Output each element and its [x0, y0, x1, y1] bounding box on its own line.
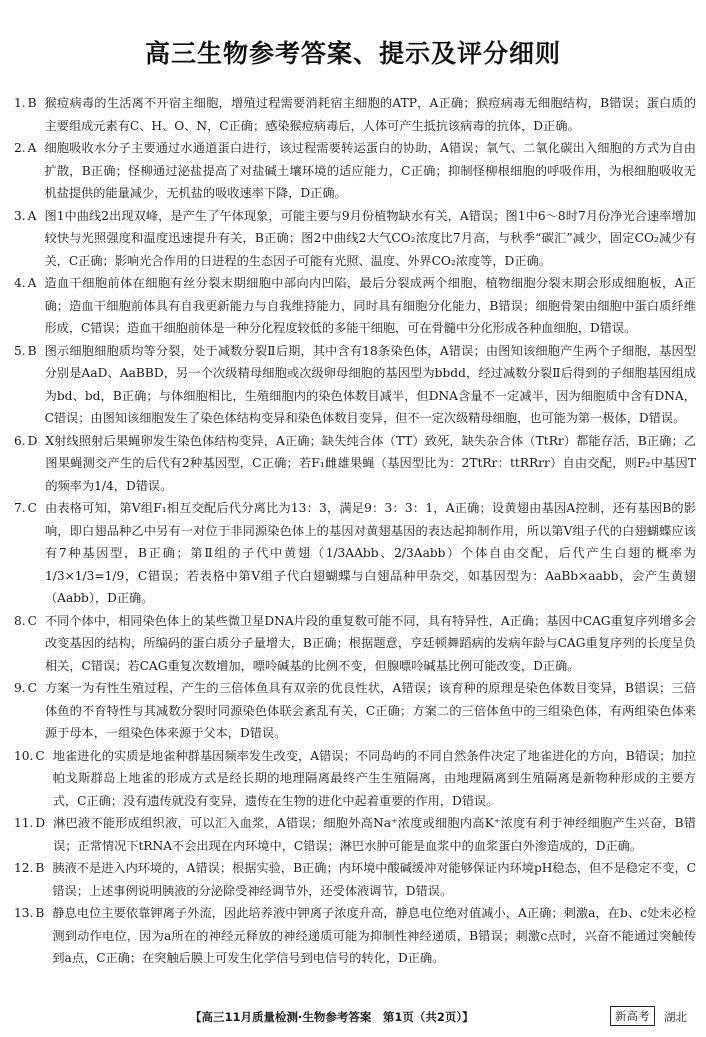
item-explanation: 造血干细胞前体在细胞有丝分裂末期细胞中部向内凹陷，最后分裂成两个细胞，植物细胞分裂末期会形成细胞板，A正确；造血干细胞前体具有自我更新能力与自我维持能力，同时具有细胞分化能力，B错误；细胞骨架由细胞中蛋白质纤维形成，C错误；造血干细胞前体是一种分化程度较低的多能干细胞，可在骨髓中分化形成各种血细胞，D错误。 — [44, 276, 696, 335]
item-answer: C — [35, 748, 45, 763]
answer-item — [14, 902, 696, 970]
region-label: 湖北 — [664, 1010, 687, 1024]
item-number: 3. — [14, 208, 26, 223]
item-explanation: 图示细胞细胞质均等分裂，处于减数分裂Ⅱ后期，其中含有18条染色体，A错误；由图知该细胞产生两个子细胞，基因型分别是AaD、AaBBD，另一个次级精母细胞或次级卵母细胞的基因型为bbdd，经过减数分裂Ⅱ后得到的子细胞基因组成为bd、bd，B正确；与体细胞相比，生殖细胞内的染色体数目减半，但DNA含量不一定减半，因为细胞质中含有DNA，C错误；由图知该细胞发生了染色体结构变异和染色体数目变异，但不一定次级精母细胞，也可能为第一极体，D错误。 — [44, 343, 696, 425]
item-explanation: 胰液不是进入内环境的，A错误；根据实验，B正确；内环境中酸碱缓冲对能够保证内环境pH稳态，但不是稳定不变，C错误；上述事例说明胰液的分泌除受神经调节外，还受体液调节，D错误。 — [52, 861, 696, 898]
item-number: 4. — [14, 276, 26, 290]
item-answer: D — [35, 816, 46, 830]
item-answer: D — [27, 433, 38, 448]
item-answer: A — [27, 208, 37, 223]
item-number: 7. — [14, 501, 26, 515]
item-answer: B — [27, 343, 37, 358]
item-number: 10. — [14, 748, 34, 763]
item-number: 5. — [14, 343, 26, 358]
item-answer: A — [27, 141, 37, 155]
item-explanation: 淋巴液不能形成组织液，可以汇入血浆，A错误；细胞外高Na⁺浓度或细胞内高K⁺浓度有利于神经细胞产生兴奋，B错误；正常情况下tRNA不会出现在内环境中，C错误；淋巴水肿可能是血浆中的血浆蛋白外渗造成的，D正确。 — [53, 816, 696, 853]
item-answer: C — [27, 501, 37, 515]
answer-item — [14, 497, 696, 610]
item-answer: B — [35, 906, 45, 920]
item-answer: B — [35, 861, 45, 875]
item-explanation: 猴痘病毒的生活离不开宿主细胞，增殖过程需要消耗宿主细胞的ATP，A正确；猴痘病毒无细胞结构，B错误；蛋白质的主要组成元素有C、H、O、N，C正确；感染猴痘病毒后，人体可产生抵抗该病毒的抗体，D正确。 — [44, 96, 696, 133]
item-number: 11. — [14, 816, 34, 830]
item-explanation: X射线照射后果蝇卵发生染色体结构变异，A正确；缺失纯合体（TT）致死，缺失杂合体（TtRr）都能存活，B正确；乙图果蝇测交产生的后代有2种基因型，C正确；若F₁雌雄果蝇（基因型比为：2TtRr：ttRRrr）自由交配，则F₂中基因T的频率为1/4，D错误。 — [45, 433, 696, 493]
item-number: 6. — [14, 433, 26, 448]
item-explanation: 地雀进化的实质是地雀种群基因频率发生改变，A错误；不同岛屿的不同自然条件决定了地雀进化的方向，B错误；加拉帕戈斯群岛上地雀的形成方式是经长期的地理隔离最终产生生殖隔离，由地理隔离到生殖隔离是新物种形成的主要方式，C正确；没有遗传就没有变异，遗传在生物的进化中起着重要的作用，D错误。 — [52, 748, 696, 808]
answer-item — [14, 677, 696, 745]
footer-caption: 【高三11月质量检测·生物参考答案 第1页（共2页）】 — [190, 1010, 474, 1024]
item-explanation: 静息电位主要依靠钾离子外流，因此培养液中钾离子浓度升高，静息电位绝对值减小，A正确；刺激a，在b、c处未必检测到动作电位，因为a所在的神经元释放的神经递质可能为抑制性神经递质，B错误；刺激c点时，兴奋不能通过突触传到a点，C正确；在突触后膜上可发生化学信号到电信号的转化，D正确。 — [52, 906, 696, 965]
item-explanation: 不同个体中，相同染色体上的某些微卫星DNA片段的重复数可能不同，具有特异性，A正确；基因中CAG重复序列增多会改变基因的结构，所编码的蛋白质分子量增大，B正确；根据题意，亨廷顿舞蹈病的发病年龄与CAG重复序列的长度呈负相关，C错误；若CAG重复次数增加，嘌呤碱基的比例不变，但腺嘌呤碱基比例可能改变，D正确。 — [44, 613, 696, 673]
item-number: 9. — [14, 681, 26, 695]
answer-item — [14, 430, 696, 498]
item-number: 1. — [14, 96, 26, 110]
item-explanation: 由表格可知，第Ⅴ组F₁相互交配后代分离比为13：3，满足9：3：3：1，A正确；设黄翅由基因A控制，还有基因B的影响，即白翅品种乙中另有一对位于非同源染色体上的基因对黄翅基因的表达起抑制作用，所以第Ⅴ组子代的白翅蝴蝶应该有7种基因型，B正确；第Ⅱ组的子代中黄翅（1/3AAbb、2/3Aabb）个体自由交配，后代产生白翅的概率为1/3×1/3=1/9，C错误；若表格中第Ⅴ组子代白翅蝴蝶与白翅品种甲杂交，如基因型为：AaBb×aabb，会产生黄翅（Aabb），D正确。 — [44, 501, 696, 605]
answer-item — [14, 92, 696, 137]
item-explanation: 细胞吸收水分子主要通过水通道蛋白进行，该过程需要转运蛋白的协助，A错误；氧气、二氧化碳出入细胞的方式为自由扩散，B正确；怪柳通过泌盐提高了对盐碱土壤环境的适应能力，C正确；抑制怪柳根细胞的呼吸作用，为根细胞吸收无机盐提供的能量减少，无机盐的吸收速率下降，D正确。 — [44, 141, 696, 200]
item-answer: A — [27, 276, 37, 290]
answer-item — [14, 137, 696, 205]
item-answer: C — [27, 681, 37, 695]
answer-item — [14, 610, 696, 678]
answer-item — [14, 812, 696, 857]
item-number: 12. — [14, 861, 34, 875]
item-number: 13. — [14, 906, 34, 920]
item-answer: B — [27, 96, 37, 110]
answer-item — [14, 857, 696, 902]
answer-item — [14, 745, 696, 813]
answer-item — [14, 272, 696, 340]
item-explanation: 方案一为有性生殖过程，产生的三倍体鱼具有双亲的优良性状，A错误；该育种的原理是染色体数目变异，B错误；三倍体鱼的不育特性与其减数分裂时同源染色体联会紊乱有关，C正确；方案二的三倍体鱼中的三组染色体，有两组染色体来源于母本，一组染色体来源于父本，D错误。 — [44, 681, 696, 740]
item-explanation: 图1中曲线2出现双峰，是产生了午体现象，可能主要与9月份植物缺水有关，A错误；图1中6～8时7月份净光合速率增加较快与光照强度和温度迅速提升有关，B正确；图2中曲线2大气CO₂浓度比7月高，与秋季“碳汇”减少，固定CO₂减少有关，C正确；影响光合作用的日进程的生态因子可能有光照、温度、外界CO₂浓度等，D正确。 — [44, 208, 696, 268]
item-number: 2. — [14, 141, 26, 155]
item-answer: C — [27, 613, 37, 628]
edition-badge: 新高考 — [610, 1006, 655, 1026]
answer-list — [14, 92, 696, 970]
page-footer — [0, 1006, 706, 1028]
answer-item — [14, 340, 696, 430]
item-number: 8. — [14, 613, 26, 628]
page-title: 高三生物参考答案、提示及评分细则 — [144, 39, 561, 68]
answer-item — [14, 205, 696, 273]
